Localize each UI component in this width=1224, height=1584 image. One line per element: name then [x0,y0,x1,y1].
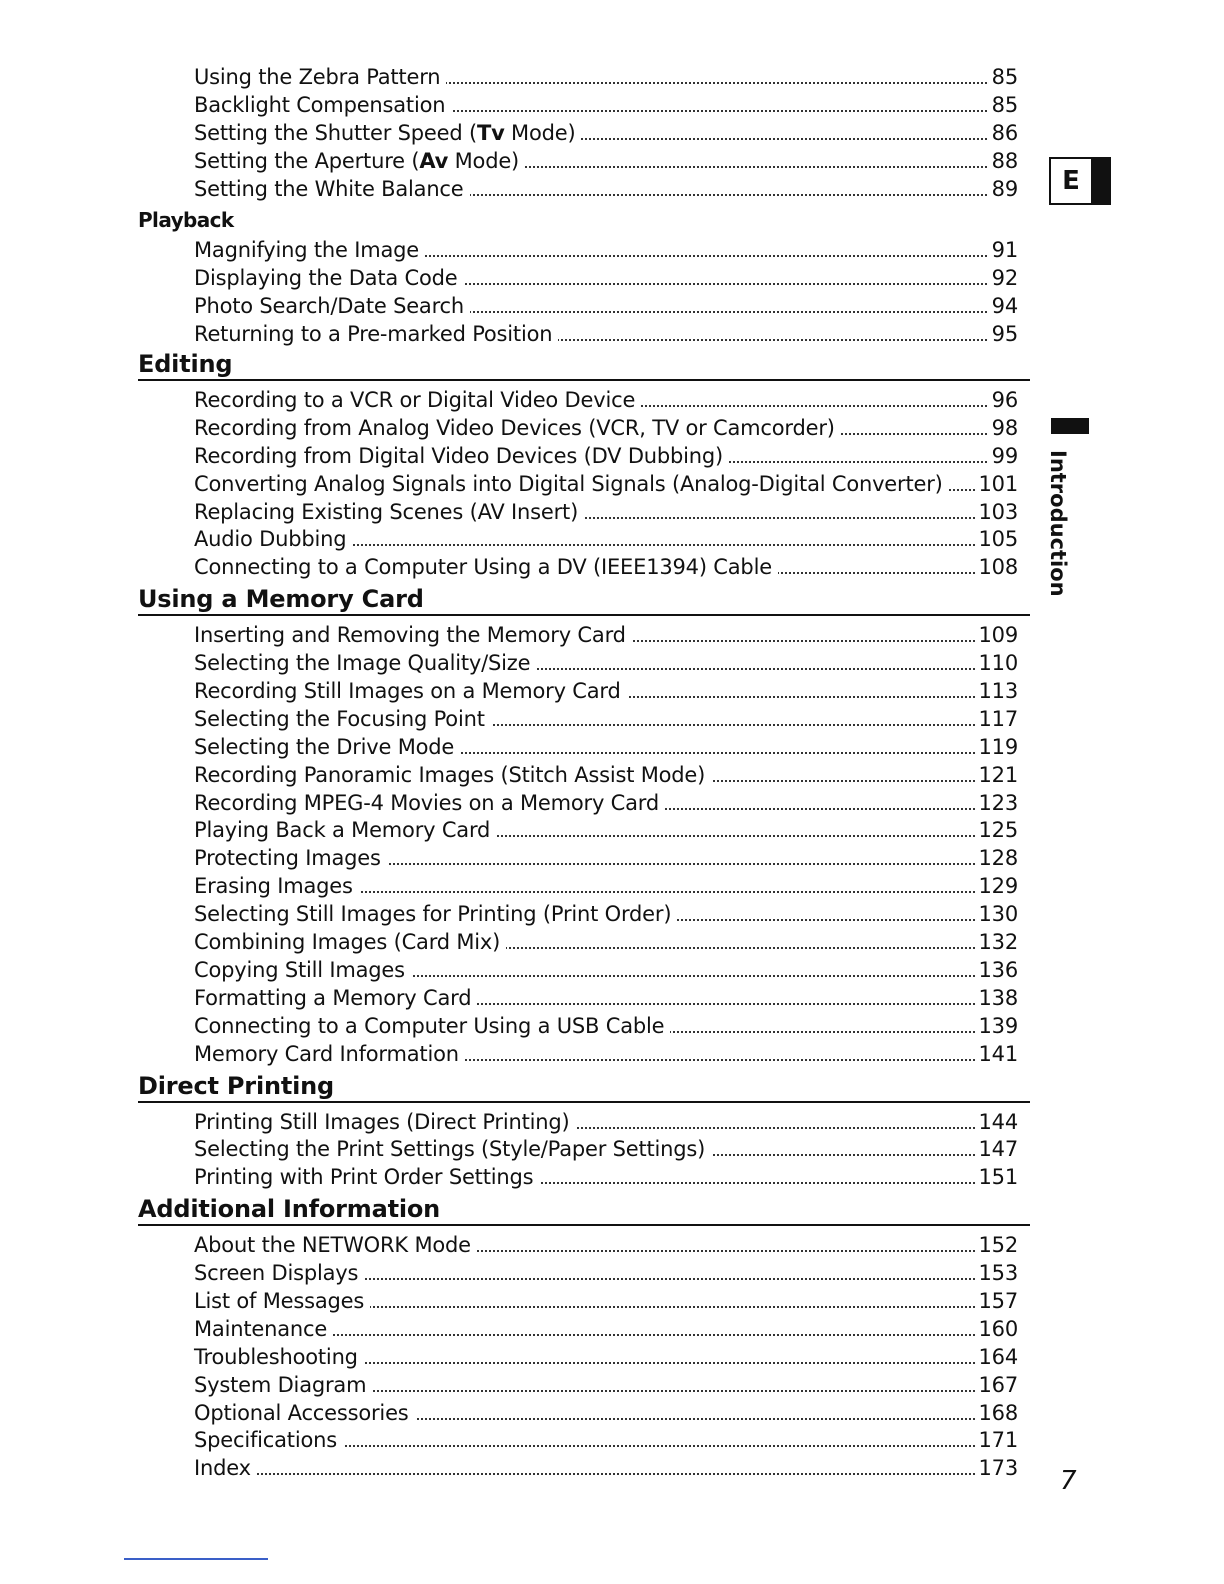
page-number: 7 [1060,1466,1077,1496]
toc-group [138,1232,1030,1483]
toc-entry-page: 125 [975,817,1018,845]
toc-entry[interactable] [194,957,1018,985]
toc-entry-title: Selecting the Print Settings (Style/Paper Settings) [194,1136,711,1164]
toc-entry[interactable] [194,1164,1018,1192]
toc-entry-page: 128 [975,845,1018,873]
toc-entry-page: 91 [988,237,1018,265]
toc-entry-title: Recording from Analog Video Devices (VCR, TV or Camcorder) [194,415,841,443]
toc-entry[interactable] [194,92,1018,120]
tv-mode-icon: Tv [476,120,505,145]
toc-entry-page: 95 [988,321,1018,349]
toc-entry-page: 157 [975,1288,1018,1316]
toc-entry-title: Screen Displays [194,1260,364,1288]
toc-entry-title: Combining Images (Card Mix) [194,929,506,957]
toc-entry-page: 168 [975,1400,1018,1428]
toc-entry[interactable] [194,790,1018,818]
toc-entry-page: 85 [988,64,1018,92]
toc-entry-page: 136 [975,957,1018,985]
section-heading: Using a Memory Card [138,584,1030,616]
toc-entry-page: 105 [975,526,1018,554]
toc-entry-page: 138 [975,985,1018,1013]
language-tab [1049,157,1111,205]
title-text: Setting the Shutter Speed ( [194,120,477,145]
toc-entry-title [194,148,525,176]
toc-entry-page: 164 [975,1344,1018,1372]
toc-entry-title: Magnifying the Image [194,237,425,265]
toc-group-recording-continued [138,64,1030,203]
toc-entry-title: Recording to a VCR or Digital Video Device [194,387,641,415]
toc-entry-page: 139 [975,1013,1018,1041]
toc-entry-title: About the NETWORK Mode [194,1232,477,1260]
toc-entry[interactable] [194,1232,1018,1260]
toc-entry-title [194,120,581,148]
toc-entry-title: Recording Panoramic Images (Stitch Assist Mode) [194,762,711,790]
subsection-heading: Playback [138,208,234,233]
toc-group [138,387,1030,582]
toc-entry-title: Returning to a Pre-marked Position [194,321,558,349]
toc-entry[interactable] [194,1400,1018,1428]
toc-entry-title: Audio Dubbing [194,526,352,554]
toc-entry[interactable] [194,415,1018,443]
table-of-contents [138,64,1030,1483]
toc-entry-page: 173 [975,1455,1018,1483]
toc-entry[interactable] [194,1372,1018,1400]
toc-entry-title: Recording from Digital Video Devices (DV Dubbing) [194,443,729,471]
toc-entry-page: 110 [975,650,1018,678]
toc-entry[interactable] [194,321,1018,349]
toc-entry-page: 132 [975,929,1018,957]
toc-entry-title: Selecting the Drive Mode [194,734,460,762]
toc-entry-title: Memory Card Information [194,1041,465,1069]
toc-entry-page: 141 [975,1041,1018,1069]
toc-entry-page: 152 [975,1232,1018,1260]
toc-entry-page: 88 [988,148,1018,176]
title-text: Mode) [448,148,520,173]
title-text: Setting the Aperture ( [194,148,420,173]
toc-entry-page: 108 [975,554,1018,582]
toc-entry-page: 151 [975,1164,1018,1192]
title-text: Mode) [504,120,576,145]
toc-entry-title: System Diagram [194,1372,372,1400]
toc-entry-title: List of Messages [194,1288,370,1316]
toc-entry[interactable] [194,678,1018,706]
toc-entry-title: Selecting the Image Quality/Size [194,650,536,678]
language-tab-letter: E [1062,166,1080,196]
chapter-marker-bar [1051,418,1089,434]
toc-entry-title: Selecting the Focusing Point [194,706,491,734]
toc-entry[interactable] [194,1260,1018,1288]
toc-entry-page: 130 [975,901,1018,929]
toc-entry-page: 153 [975,1260,1018,1288]
toc-entry[interactable] [194,762,1018,790]
toc-entry-title: Selecting Still Images for Printing (Print Order) [194,901,677,929]
toc-entry-title: Displaying the Data Code [194,265,463,293]
toc-entry-page: 129 [975,873,1018,901]
toc-entry[interactable] [194,985,1018,1013]
leader-dots [194,1473,1018,1475]
toc-group [138,237,1030,349]
toc-entry-title: Playing Back a Memory Card [194,817,496,845]
toc-entry-page: 171 [975,1427,1018,1455]
toc-entry-title: Connecting to a Computer Using a DV (IEEE1394) Cable [194,554,778,582]
footer-line [124,1558,268,1560]
toc-entry[interactable] [194,1041,1018,1069]
toc-entry-page: 167 [975,1372,1018,1400]
toc-entry-title: Photo Search/Date Search [194,293,470,321]
toc-entry-title: Inserting and Removing the Memory Card [194,622,632,650]
toc-entry-title: Protecting Images [194,845,387,873]
toc-entry[interactable] [194,443,1018,471]
toc-entry[interactable] [194,1427,1018,1455]
toc-entry[interactable] [194,845,1018,873]
toc-entry-title: Printing Still Images (Direct Printing) [194,1109,576,1137]
toc-entry[interactable] [194,873,1018,901]
toc-entry-title: Copying Still Images [194,957,411,985]
toc-entry[interactable] [194,293,1018,321]
toc-entry-page: 119 [975,734,1018,762]
toc-entry-title: Connecting to a Computer Using a USB Cable [194,1013,670,1041]
toc-entry-title: Maintenance [194,1316,333,1344]
toc-entry[interactable] [194,817,1018,845]
toc-entry-title: Specifications [194,1427,343,1455]
toc-entry[interactable] [194,1344,1018,1372]
toc-entry[interactable] [194,526,1018,554]
toc-entry-page: 160 [975,1316,1018,1344]
toc-entry-page: 144 [975,1109,1018,1137]
toc-entry[interactable] [194,706,1018,734]
section-heading: Direct Printing [138,1071,1030,1103]
toc-entry-title: Erasing Images [194,873,359,901]
chapter-label: Introduction [1046,450,1070,597]
toc-entry[interactable] [194,176,1018,204]
toc-entry[interactable] [194,1316,1018,1344]
toc-entry-page: 92 [988,265,1018,293]
section-heading: Additional Information [138,1194,1030,1226]
toc-entry[interactable] [194,1455,1018,1483]
toc-entry[interactable] [194,148,1018,176]
toc-entry[interactable] [194,929,1018,957]
toc-entry[interactable] [194,387,1018,415]
toc-group [138,622,1030,1068]
toc-entry[interactable] [194,499,1018,527]
toc-entry-title: Formatting a Memory Card [194,985,477,1013]
toc-entry-page: 121 [975,762,1018,790]
toc-entry-title: Setting the White Balance [194,176,470,204]
section-heading: Editing [138,349,1030,381]
toc-entry-page: 94 [988,293,1018,321]
toc-entry-page: 98 [988,415,1018,443]
toc-entry-page: 96 [988,387,1018,415]
toc-entry-page: 123 [975,790,1018,818]
toc-entry[interactable] [194,554,1018,582]
toc-entry-page: 147 [975,1136,1018,1164]
toc-entry[interactable] [194,1013,1018,1041]
toc-entry-title: Replacing Existing Scenes (AV Insert) [194,499,584,527]
toc-entry[interactable] [194,120,1018,148]
toc-entry[interactable] [194,1109,1018,1137]
toc-entry-title: Recording Still Images on a Memory Card [194,678,627,706]
toc-entry-title: Index [194,1455,257,1483]
toc-entry-title: Converting Analog Signals into Digital Signals (Analog-Digital Converter) [194,471,949,499]
toc-entry-page: 89 [988,176,1018,204]
toc-entry-page: 117 [975,706,1018,734]
toc-entry-title: Printing with Print Order Settings [194,1164,539,1192]
toc-entry-title: Recording MPEG-4 Movies on a Memory Card [194,790,665,818]
language-tab-block [1091,159,1109,203]
toc-entry[interactable] [194,650,1018,678]
toc-entry[interactable] [194,265,1018,293]
toc-entry[interactable] [194,901,1018,929]
toc-entry-page: 109 [975,622,1018,650]
toc-entry-page: 113 [975,678,1018,706]
toc-entry-page: 85 [988,92,1018,120]
toc-group [138,1109,1030,1193]
toc-entry[interactable] [194,237,1018,265]
toc-entry-title: Backlight Compensation [194,92,451,120]
toc-entry-page: 99 [988,443,1018,471]
toc-entry[interactable] [194,1288,1018,1316]
toc-entry-page: 101 [975,471,1018,499]
toc-entry-page: 86 [988,120,1018,148]
toc-entry[interactable] [194,622,1018,650]
toc-entry-title: Troubleshooting [194,1344,364,1372]
toc-entry-page: 103 [975,499,1018,527]
toc-entry-title: Optional Accessories [194,1400,415,1428]
av-mode-icon: Av [419,148,449,173]
toc-entry-title: Using the Zebra Pattern [194,64,446,92]
toc-entry[interactable] [194,734,1018,762]
toc-entry[interactable] [194,1136,1018,1164]
toc-entry[interactable] [194,64,1018,92]
toc-entry[interactable] [194,471,1018,499]
